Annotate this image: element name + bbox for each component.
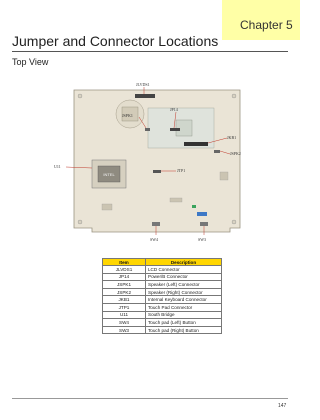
item-cell: U11 [103, 311, 146, 319]
callout-sw3: SW3 [198, 237, 206, 242]
description-cell: South Bridge [146, 311, 222, 319]
mounting-hole [232, 94, 236, 98]
page-title: Jumper and Connector Locations [12, 33, 219, 49]
table-row [103, 296, 222, 304]
section-subtitle: Top View [12, 57, 49, 67]
mounting-hole [78, 94, 82, 98]
callout-jkb1: JKB1 [227, 135, 237, 140]
item-cell: JTP1 [103, 303, 146, 311]
callout-sw4: SW4 [150, 237, 158, 242]
connector-table [102, 258, 222, 334]
blue-component [197, 212, 207, 216]
jspk1-connector [145, 128, 150, 131]
mounting-hole [78, 220, 82, 224]
item-cell: JLVDS1 [103, 266, 146, 274]
callout-jp14: JP14 [170, 107, 178, 112]
table-row [103, 281, 222, 289]
green-component [192, 205, 196, 208]
board-component [220, 172, 228, 180]
description-cell: Touch pad (Right) Button [146, 326, 222, 334]
item-cell: SW3 [103, 326, 146, 334]
sw4-button [152, 222, 160, 226]
description-cell: Speaker (Right) Connector [146, 288, 222, 296]
column-header-item: Item [103, 259, 146, 266]
description-cell: Speaker (Left) Connector [146, 281, 222, 289]
sw3-button [200, 222, 208, 226]
table-header-row [103, 259, 222, 266]
description-cell: Internal Keyboard Connector [146, 296, 222, 304]
callout-u11: U11 [54, 164, 61, 169]
table-row [103, 266, 222, 274]
item-cell: JKB1 [103, 296, 146, 304]
page-number: 147 [278, 403, 287, 409]
description-cell: LCD Connector [146, 266, 222, 274]
callout-jspk2: JSPK2 [230, 151, 241, 156]
motherboard-diagram [52, 80, 262, 250]
jtp1-connector [153, 170, 161, 173]
column-header-description: Description [146, 259, 222, 266]
jkb1-connector [184, 142, 208, 146]
jspk2-connector [214, 150, 220, 153]
board-component [102, 204, 112, 210]
table-row [103, 311, 222, 319]
jlvds1-connector [135, 94, 155, 98]
description-cell: Power/B Connector [146, 273, 222, 281]
item-cell: JSPK2 [103, 288, 146, 296]
callout-jspk1: JSPK1 [122, 113, 133, 118]
table-row [103, 319, 222, 327]
table-row [103, 326, 222, 334]
item-cell: SW4 [103, 319, 146, 327]
item-cell: JSPK1 [103, 281, 146, 289]
south-bridge-label: INTEL [103, 172, 115, 177]
table-row [103, 288, 222, 296]
item-cell: JP14 [103, 273, 146, 281]
board-component [170, 198, 182, 202]
callout-jtp1: JTP1 [177, 168, 186, 173]
mounting-hole [232, 220, 236, 224]
table-row [103, 273, 222, 281]
jp14-connector [170, 128, 180, 131]
description-cell: Touch pad (Left) Button [146, 319, 222, 327]
callout-jlvds1: JLVDS1 [136, 82, 150, 87]
chapter-label: Chapter 5 [240, 18, 293, 32]
title-divider [12, 51, 288, 52]
table-row [103, 303, 222, 311]
chapter-tab [222, 0, 300, 40]
description-cell: Touch Pad Connector [146, 303, 222, 311]
footer-divider [12, 398, 288, 399]
